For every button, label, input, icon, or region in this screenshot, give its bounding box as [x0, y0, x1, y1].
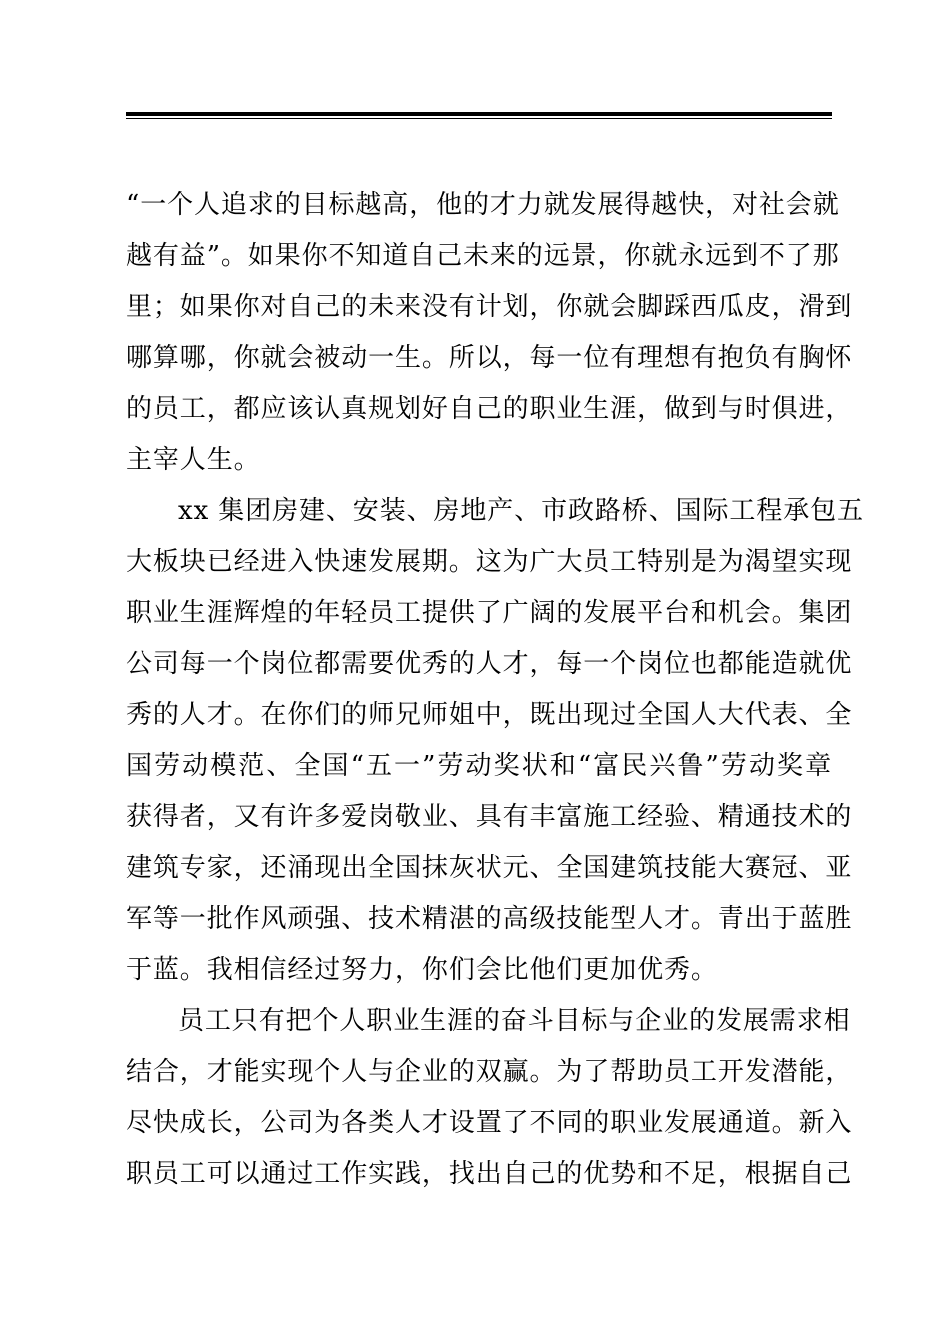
paragraph-line: 越有益”。如果你不知道自己未来的远景，你就永远到不了那	[126, 241, 840, 271]
paragraph-line: 里；如果你对自己的未来没有计划，你就会脚踩西瓜皮，滑到	[126, 292, 853, 322]
header-double-rule	[126, 112, 832, 120]
paragraph-line: 结合，才能实现个人与企业的双赢。为了帮助员工开发潜能，	[126, 1057, 853, 1087]
paragraph-line: 的员工，都应该认真规划好自己的职业生涯，做到与时俱进，	[126, 394, 853, 424]
paragraph-line: 大板块已经进入快速发展期。这为广大员工特别是为渴望实现	[126, 547, 853, 577]
paragraph-line: 秀的人才。在你们的师兄师姐中，既出现过全国人大代表、全	[126, 700, 853, 730]
paragraph-line: 职业生涯辉煌的年轻员工提供了广阔的发展平台和机会。集团	[126, 598, 853, 628]
paragraph-line: 哪算哪，你就会被动一生。所以，每一位有理想有抱负有胸怀	[126, 343, 853, 373]
paragraph-line: 于蓝。我相信经过努力，你们会比他们更加优秀。	[126, 955, 718, 985]
paragraph-line: xx 集团房建、安装、房地产、市政路桥、国际工程承包五	[178, 496, 864, 526]
paragraph-line: 国劳动模范、全国“五一”劳动奖状和“富民兴鲁”劳动奖章	[126, 751, 832, 781]
document-body	[126, 180, 864, 1200]
paragraph-line: 主宰人生。	[126, 445, 261, 475]
paragraph-line: 尽快成长，公司为各类人才设置了不同的职业发展通道。新入	[126, 1108, 853, 1138]
paragraph-2	[126, 486, 864, 996]
paragraph-line: 公司每一个岗位都需要优秀的人才，每一个岗位也都能造就优	[126, 649, 853, 679]
paragraph-3	[126, 996, 853, 1200]
paragraph-line: 获得者，又有许多爱岗敬业、具有丰富施工经验、精通技术的	[126, 802, 853, 832]
paragraph-line: “一个人追求的目标越高，他的才力就发展得越快，对社会就	[126, 190, 840, 220]
paragraph-line: 军等一批作风顽强、技术精湛的高级技能型人才。青出于蓝胜	[126, 904, 853, 934]
paragraph-line: 职员工可以通过工作实践，找出自己的优势和不足，根据自己	[126, 1159, 853, 1189]
paragraph-line: 建筑专家，还涌现出全国抹灰状元、全国建筑技能大赛冠、亚	[126, 853, 853, 883]
header-rule-thick	[126, 112, 832, 116]
paragraph-1	[126, 180, 853, 486]
header-rule-thin	[126, 118, 832, 119]
paragraph-line: 员工只有把个人职业生涯的奋斗目标与企业的发展需求相	[178, 1006, 851, 1036]
